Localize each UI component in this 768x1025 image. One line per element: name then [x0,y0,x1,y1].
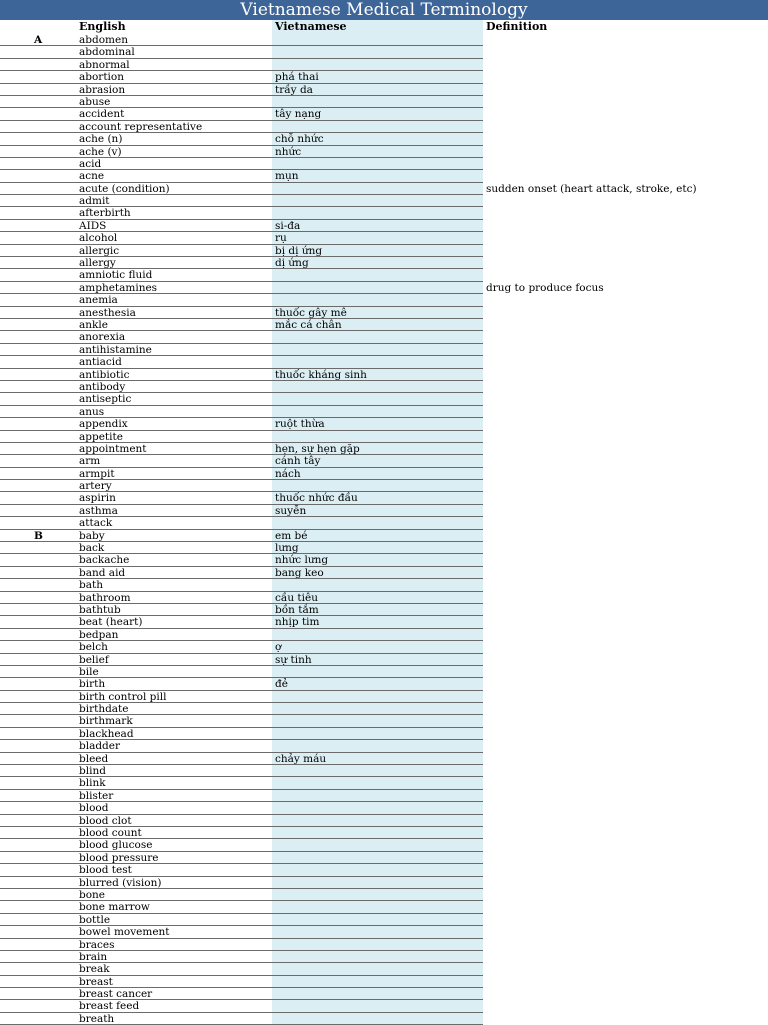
vietnamese-term: nhịp tim [275,616,320,629]
table-row [0,170,768,182]
vietnamese-term: suyễn [275,504,307,517]
table-row [0,740,768,752]
english-term: anesthesia [79,306,136,319]
table-row [0,133,768,145]
table-row [0,728,768,740]
vietnamese-term: cầu tiêu [275,591,318,604]
table-row [0,889,768,901]
table-row [0,852,768,864]
english-term: admit [79,195,110,208]
table-row [0,604,768,616]
table-row [0,654,768,666]
table-row [0,715,768,727]
table-row [0,431,768,443]
english-term: bleed [79,752,109,765]
english-term: blood clot [79,814,132,827]
vietnamese-term: cánh tây [275,455,321,468]
table-row [0,307,768,319]
vietnamese-term: phá thai [275,71,319,84]
english-term: antihistamine [79,343,152,356]
table-row [0,158,768,170]
english-term: breath [79,1012,115,1025]
table-row [0,381,768,393]
english-term: appointment [79,442,147,455]
english-term: allergic [79,244,120,257]
english-term: antiseptic [79,393,132,406]
table-row [0,777,768,789]
table-row [0,294,768,306]
vietnamese-term: thuốc gây mê [275,306,347,319]
english-term: breast feed [79,1000,140,1013]
english-term: anus [79,405,105,418]
table-row [0,344,768,356]
english-term: anemia [79,294,118,307]
vietnamese-term: trầy da [275,83,313,96]
english-term: blood test [79,864,132,877]
vietnamese-term: ợ [275,641,282,654]
definition-text: sudden onset (heart attack, stroke, etc) [486,182,697,195]
english-term: blackhead [79,727,134,740]
english-term: artery [79,480,112,493]
table-row [0,567,768,579]
page-title: Vietnamese Medical Terminology [0,0,768,20]
table-row [0,592,768,604]
table-row [0,765,768,777]
english-term: birthdate [79,703,129,716]
english-term: abdominal [79,46,135,59]
table-row [0,59,768,71]
english-term: backache [79,554,130,567]
vietnamese-term: em bé [275,529,308,542]
table-row [0,1013,768,1025]
table-row [0,468,768,480]
table-row [0,269,768,281]
table-row [0,46,768,58]
table-row [0,554,768,566]
english-term: AIDS [79,219,107,232]
table-row [0,703,768,715]
table-row [0,926,768,938]
english-term: bladder [79,740,121,753]
english-term: breast cancer [79,988,153,1001]
table-row [0,96,768,108]
english-term: band aid [79,566,126,579]
vietnamese-term: hẹn, sự hẹn gặp [275,442,360,455]
english-term: allergy [79,257,116,270]
vietnamese-term: dị ứng [275,257,309,270]
table-row [0,356,768,368]
vietnamese-term: bị dị ứng [275,244,323,257]
vietnamese-term: nách [275,467,301,480]
vietnamese-term: tây nạng [275,108,322,121]
english-term: bone marrow [79,901,150,914]
vietnamese-term: bang keo [275,566,324,579]
english-term: back [79,542,105,555]
english-term: baby [79,529,105,542]
vietnamese-term: thuốc kháng sinh [275,368,367,381]
english-term: asthma [79,504,118,517]
table-row [0,480,768,492]
table-row [0,678,768,690]
english-term: antibody [79,380,126,393]
english-term: birth [79,678,106,691]
table-row [0,245,768,257]
english-term: belief [79,653,109,666]
vietnamese-term: thuốc nhức đầu [275,492,358,505]
vietnamese-term: lưng [275,542,299,555]
vietnamese-term: ruột thừa [275,418,325,431]
vietnamese-term: sự tinh [275,653,312,666]
table-row [0,220,768,232]
english-term: beat (heart) [79,616,143,629]
english-term: attack [79,517,113,530]
english-term: blister [79,789,114,802]
vietnamese-term: si-đa [275,219,301,232]
vietnamese-term: đẻ [275,678,288,691]
table-row [0,641,768,653]
table-row [0,802,768,814]
english-term: braces [79,938,115,951]
english-term: bathroom [79,591,131,604]
table-row [0,393,768,405]
english-term: arm [79,455,101,468]
english-term: ache (n) [79,133,123,146]
table-row [0,108,768,120]
vietnamese-term: rụ [275,232,287,245]
table-row [0,71,768,83]
table-row [0,418,768,430]
table-row [0,146,768,158]
english-term: abuse [79,95,111,108]
vietnamese-term: nhức [275,145,302,158]
english-term: bath [79,579,103,592]
table-row [0,369,768,381]
table-row [0,976,768,988]
table-row [0,839,768,851]
english-term: abortion [79,71,124,84]
table-row [0,257,768,269]
english-term: brain [79,950,108,963]
vietnamese-term: chảy máu [275,752,327,765]
table-row [0,815,768,827]
english-term: acne [79,170,105,183]
table-row [0,939,768,951]
vietnamese-term: bồn tắm [275,603,319,616]
table-row [0,443,768,455]
english-term: appetite [79,430,123,443]
table-row [0,455,768,467]
definition-text: drug to produce focus [486,281,604,294]
english-term: bottle [79,913,111,926]
english-term: acid [79,157,102,170]
table-row [0,84,768,96]
table-row [0,121,768,133]
english-term: amphetamines [79,281,158,294]
english-term: breast [79,975,113,988]
english-term: blood pressure [79,851,159,864]
table-row [0,629,768,641]
english-term: ache (v) [79,145,122,158]
english-term: abrasion [79,83,126,96]
table-row [0,864,768,876]
english-term: alcohol [79,232,118,245]
english-term: bone [79,888,106,901]
table-row [0,207,768,219]
table-row [0,988,768,1000]
english-term: bathtub [79,603,121,616]
english-term: blood [79,802,109,815]
section-letter: A [34,34,43,46]
table-row [0,34,768,46]
english-term: blink [79,777,106,790]
english-term: blind [79,765,106,778]
english-term: birth control pill [79,690,167,703]
english-term: aspirin [79,492,116,505]
table-row [0,901,768,913]
table-row [0,827,768,839]
table-row [0,183,768,195]
table-row [0,616,768,628]
header-definition: Definition [486,20,548,33]
english-term: account representative [79,120,203,133]
english-term: abnormal [79,58,130,71]
english-term: bowel movement [79,926,170,939]
vietnamese-term: chỗ nhức [275,133,324,146]
english-term: antiacid [79,356,122,369]
english-term: anorexia [79,331,126,344]
vietnamese-term: mụn [275,170,299,183]
english-term: birthmark [79,715,133,728]
vietnamese-term: mắc cá chân [275,318,342,331]
table-row [0,331,768,343]
english-term: ankle [79,318,108,331]
english-term: amniotic fluid [79,269,153,282]
table-row [0,877,768,889]
table-row [0,1000,768,1012]
table-row [0,691,768,703]
table-row [0,666,768,678]
english-term: break [79,963,110,976]
table-row [0,492,768,504]
table-row [0,579,768,591]
table-header [0,20,768,34]
english-term: acute (condition) [79,182,170,195]
english-term: abdomen [79,34,128,46]
english-term: accident [79,108,125,121]
section-letter: B [34,529,43,542]
table-row [0,517,768,529]
table-row [0,319,768,331]
table-row [0,195,768,207]
english-term: appendix [79,418,128,431]
english-term: blood glucose [79,839,153,852]
table-row [0,951,768,963]
header-vietnamese: Vietnamese [275,20,347,33]
table-row [0,505,768,517]
terminology-table [0,34,768,1025]
english-term: blood count [79,827,142,839]
table-row [0,406,768,418]
table-row [0,282,768,294]
english-term: belch [79,641,108,654]
english-term: antibiotic [79,368,130,381]
english-term: armpit [79,467,115,480]
table-row [0,790,768,802]
english-term: bedpan [79,628,119,641]
table-row [0,530,768,542]
header-english: English [79,20,126,33]
table-row [0,753,768,765]
vietnamese-term: nhức lưng [275,554,329,567]
english-term: blurred (vision) [79,876,162,889]
table-row [0,232,768,244]
table-row [0,963,768,975]
table-row [0,914,768,926]
table-row [0,542,768,554]
english-term: bile [79,665,99,678]
english-term: afterbirth [79,207,131,220]
